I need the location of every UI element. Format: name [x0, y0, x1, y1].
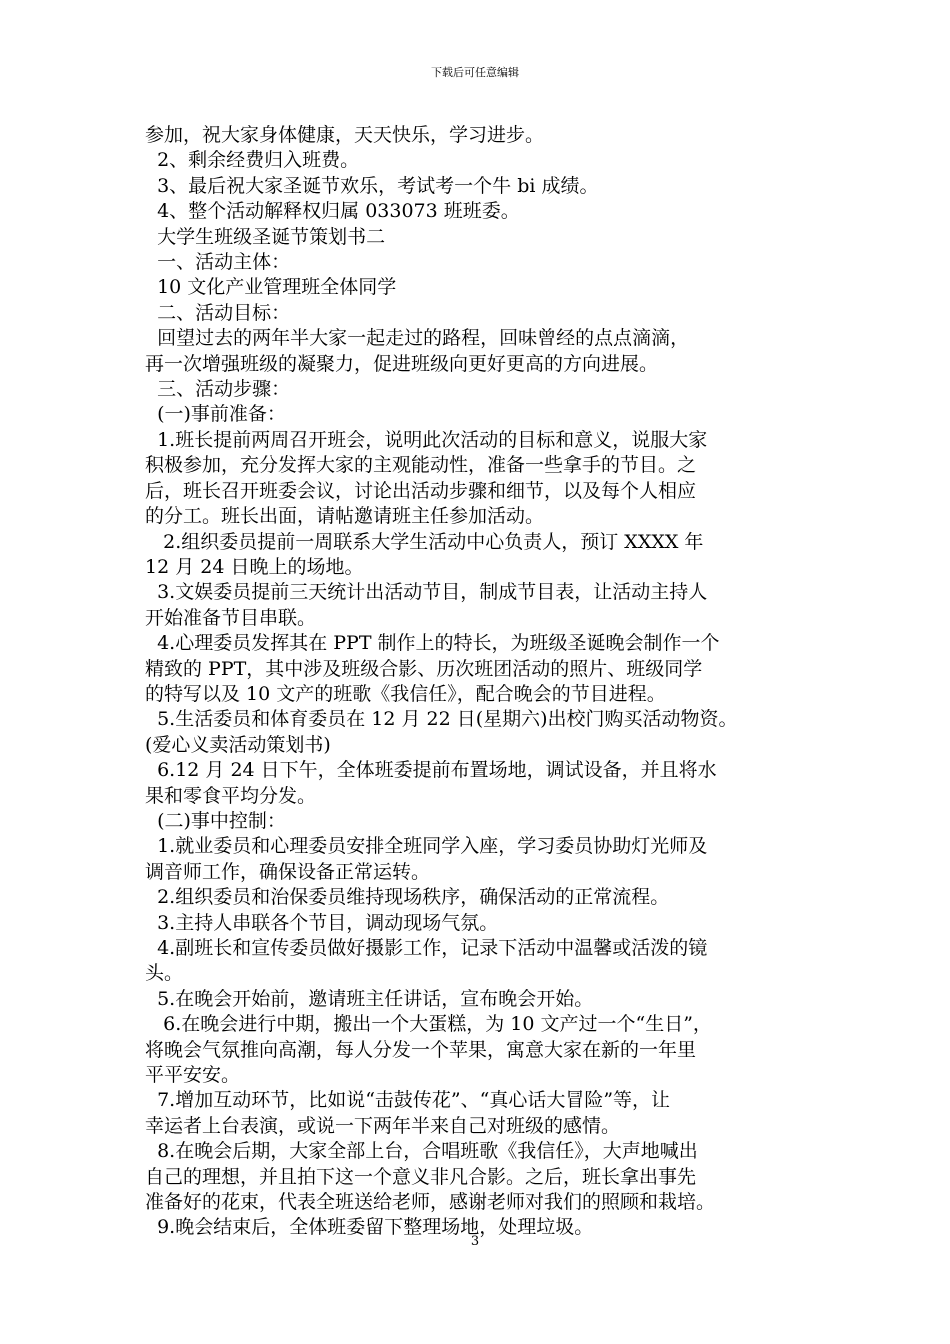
text-line: 6.12 月 24 日下午，全体班委提前布置场地，调试设备，并且将水 — [145, 759, 717, 782]
text-line: 准备好的花束，代表全班送给老师，感谢老师对我们的照顾和栽培。 — [145, 1191, 716, 1214]
text-line: 5.生活委员和体育委员在 12 月 22 日(星期六)出校门购买活动物资。 — [145, 708, 738, 731]
text-line: 平平安安。 — [145, 1064, 241, 1087]
text-line: 1.就业委员和心理委员安排全班同学入座，学习委员协助灯光师及 — [145, 835, 708, 858]
text-line: 二、活动目标： — [145, 301, 291, 324]
text-line: 幸运者上台表演，或说一下两年半来自己对班级的感情。 — [145, 1114, 621, 1137]
text-line: 的特写以及 10 文产的班歌《我信任》，配合晚会的节目进程。 — [145, 682, 666, 705]
text-line: 8.在晚会后期，大家全部上台，合唱班歌《我信任》，大声地喊出 — [145, 1140, 698, 1163]
text-line: 4.副班长和宣传委员做好摄影工作，记录下活动中温馨或活泼的镜 — [145, 937, 708, 959]
text-line: 4.心理委员发挥其在 PPT 制作上的特长，为班级圣诞晚会制作一个 — [145, 632, 720, 655]
text-line: 2、剩余经费归入班费。 — [145, 149, 360, 172]
text-line: 2.组织委员和治保委员维持现场秩序，确保活动的正常流程。 — [145, 886, 670, 909]
text-line: 自己的理想，并且拍下这一个意义非凡合影。之后，班长拿出事先 — [145, 1165, 697, 1188]
page-number: 3 — [470, 1234, 480, 1249]
text-line: 大学生班级圣诞节策划书二 — [145, 225, 386, 248]
page-header: 下载后可任意编辑 — [431, 66, 519, 79]
text-line: 将晚会气氛推向高潮，每人分发一个苹果，寓意大家在新的一年里 — [145, 1038, 697, 1061]
document-body — [145, 123, 809, 1241]
text-line: 后，班长召开班委会议，讨论出活动步骤和细节，以及每个人相应 — [145, 479, 697, 502]
text-line: 开始准备节目串联。 — [145, 606, 317, 629]
text-line: 3.文娱委员提前三天统计出活动节目，制成节目表，让活动主持人 — [145, 581, 708, 604]
text-line: 一、活动主体： — [145, 251, 291, 274]
text-line: 参加，祝大家身体健康，天天快乐，学习进步。 — [145, 124, 545, 146]
text-line: 3.主持人串联各个节目，调动现场气氛。 — [145, 911, 499, 934]
text-line: 5.在晚会开始前，邀请班主任讲话，宣布晚会开始。 — [145, 987, 594, 1010]
text-line: (爱心义卖活动策划书) — [145, 733, 331, 756]
text-line: 1.班长提前两周召开班会，说明此次活动的目标和意义，说服大家 — [145, 428, 708, 451]
text-line: (二)事中控制： — [145, 809, 286, 832]
text-line: 积极参加，充分发挥大家的主观能动性，准备一些拿手的节目。之 — [145, 454, 697, 477]
text-line: 7.增加互动环节，比如说“击鼓传花”、“真心话大冒险”等，让 — [145, 1089, 671, 1112]
text-line: (一)事前准备： — [145, 403, 286, 426]
text-line: 2.组织委员提前一周联系大学生活动中心负责人，预订 XXXX 年 — [145, 530, 704, 553]
text-line: 三、活动步骤： — [145, 378, 291, 401]
text-line: 回望过去的两年半大家一起走过的路程，回味曾经的点点滴滴， — [145, 327, 690, 350]
text-line: 4、整个活动解释权归属 033073 班班委。 — [145, 200, 520, 223]
text-line: 6.在晚会进行中期，搬出一个大蛋糕，为 10 文产过一个“生日”， — [145, 1013, 712, 1036]
text-line: 果和零食平均分发。 — [145, 784, 317, 807]
text-line: 9.晚会结束后，全体班委留下整理场地，处理垃圾。 — [145, 1216, 594, 1239]
text-line: 调音师工作，确保设备正常运转。 — [145, 860, 431, 883]
text-line: 头。 — [145, 962, 184, 985]
text-line: 精致的 PPT，其中涉及班级合影、历次班团活动的照片、班级同学 — [145, 657, 703, 680]
text-line: 12 月 24 日晚上的场地。 — [145, 555, 364, 578]
text-line: 3、最后祝大家圣诞节欢乐，考试考一个牛 bi 成绩。 — [145, 174, 599, 197]
text-line: 10 文化产业管理班全体同学 — [145, 276, 397, 299]
text-line: 再一次增强班级的凝聚力，促进班级向更好更高的方向进展。 — [145, 352, 659, 375]
text-line: 的分工。班长出面，请帖邀请班主任参加活动。 — [145, 505, 545, 528]
